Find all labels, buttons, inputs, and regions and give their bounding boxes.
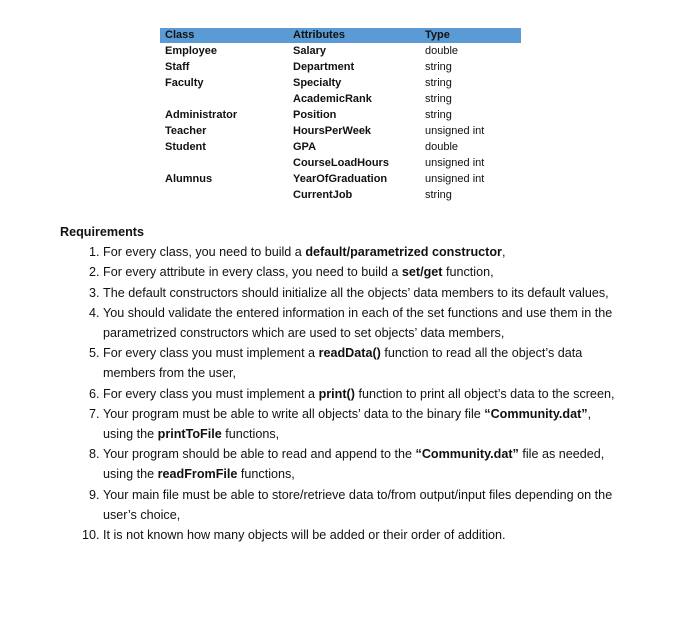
attribute-cell: Department	[293, 61, 355, 73]
requirement-emphasis: “Community.dat”	[415, 447, 519, 462]
table-header	[160, 28, 521, 43]
requirement-text: ,	[501, 245, 506, 260]
class-cell: Administrator	[165, 109, 238, 121]
attribute-cell: CourseLoadHours	[293, 157, 389, 169]
type-cell: double	[425, 141, 459, 153]
header-type: Type	[425, 29, 450, 41]
requirement-emphasis: readData()	[318, 346, 381, 361]
requirement-text: file as needed, using the	[103, 447, 605, 482]
class-cell: Staff	[165, 61, 190, 73]
requirement-text: Your program should be able to read and append to the	[103, 447, 416, 462]
requirement-emphasis: “Community.dat”	[484, 406, 588, 421]
requirement-text: Your main file must be able to store/retrieve data to/from output/input files depending on the user’s choice,	[103, 487, 613, 522]
type-cell: string	[425, 189, 452, 201]
class-cell: Faculty	[165, 77, 204, 89]
header-class: Class	[165, 29, 195, 41]
type-cell: string	[425, 93, 452, 105]
requirement-item	[103, 444, 620, 484]
type-cell: string	[425, 61, 452, 73]
requirement-text: For every class you must implement a	[103, 386, 319, 401]
requirement-item	[103, 262, 620, 282]
requirements-title: Requirements	[60, 225, 144, 239]
requirements-list	[60, 242, 620, 545]
class-cell: Student	[165, 141, 206, 153]
class-cell: Alumnus	[165, 173, 213, 185]
table-row	[160, 43, 521, 59]
requirement-text: For every attribute in every class, you need to build a	[103, 265, 402, 280]
type-cell: unsigned int	[425, 157, 485, 169]
requirement-text: For every class, you need to build a	[103, 245, 306, 260]
requirement-emphasis: default/parametrized constructor	[305, 245, 502, 260]
attribute-cell: Salary	[293, 45, 327, 57]
requirement-text: Your program must be able to write all objects’ data to the binary file	[103, 406, 485, 421]
table-row	[160, 59, 521, 75]
requirement-text: functions,	[237, 467, 295, 482]
requirement-text: It is not known how many objects will be added or their order of addition.	[103, 528, 506, 543]
requirement-item	[103, 242, 620, 262]
requirement-text: function to read all the object’s data members from the user,	[103, 346, 583, 381]
requirement-item	[103, 525, 620, 545]
type-cell: string	[425, 77, 452, 89]
table-row	[160, 171, 521, 187]
requirement-item	[103, 303, 620, 343]
requirement-text: function,	[442, 265, 494, 280]
table-row	[160, 91, 521, 107]
attribute-cell: Position	[293, 109, 337, 121]
class-cell: Teacher	[165, 125, 207, 137]
table-row	[160, 75, 521, 91]
header-attributes: Attributes	[293, 29, 345, 41]
type-cell: unsigned int	[425, 125, 485, 137]
requirement-item	[103, 283, 620, 303]
requirement-text: function to print all object’s data to the screen,	[354, 386, 615, 401]
requirement-text: The default constructors should initialize all the objects’ data members to its default values,	[103, 285, 609, 300]
table-row	[160, 187, 521, 203]
table-row	[160, 155, 521, 171]
attribute-cell: Specialty	[293, 77, 342, 89]
attribute-cell: HoursPerWeek	[293, 125, 372, 137]
requirement-text: You should validate the entered information in each of the set functions and use them in the parametrized constructors which are used to set objects’ data members,	[103, 305, 613, 341]
requirements-section	[60, 222, 620, 545]
attribute-cell: GPA	[293, 141, 317, 153]
requirement-item	[103, 404, 620, 444]
attribute-cell: YearOfGraduation	[293, 173, 388, 185]
type-cell: string	[425, 109, 452, 121]
requirement-emphasis: printToFile	[157, 427, 222, 442]
requirement-text: , using the	[103, 406, 592, 442]
requirement-emphasis: readFromFile	[157, 467, 238, 482]
attribute-cell: CurrentJob	[293, 189, 353, 201]
requirement-text: For every class you must implement a	[103, 346, 319, 361]
requirement-item	[103, 343, 620, 383]
requirement-emphasis: set/get	[401, 265, 443, 280]
table-row	[160, 107, 521, 123]
class-cell: Employee	[165, 45, 217, 57]
requirement-emphasis: print()	[318, 386, 355, 401]
attribute-cell: AcademicRank	[293, 93, 372, 105]
table-body	[160, 43, 521, 203]
type-cell: double	[425, 45, 459, 57]
type-cell: unsigned int	[425, 173, 485, 185]
table-row	[160, 139, 521, 155]
table-row	[160, 123, 521, 139]
requirement-item	[103, 485, 620, 525]
requirement-text: functions,	[221, 427, 280, 442]
requirement-item	[103, 384, 620, 404]
class-attribute-table	[160, 28, 521, 203]
